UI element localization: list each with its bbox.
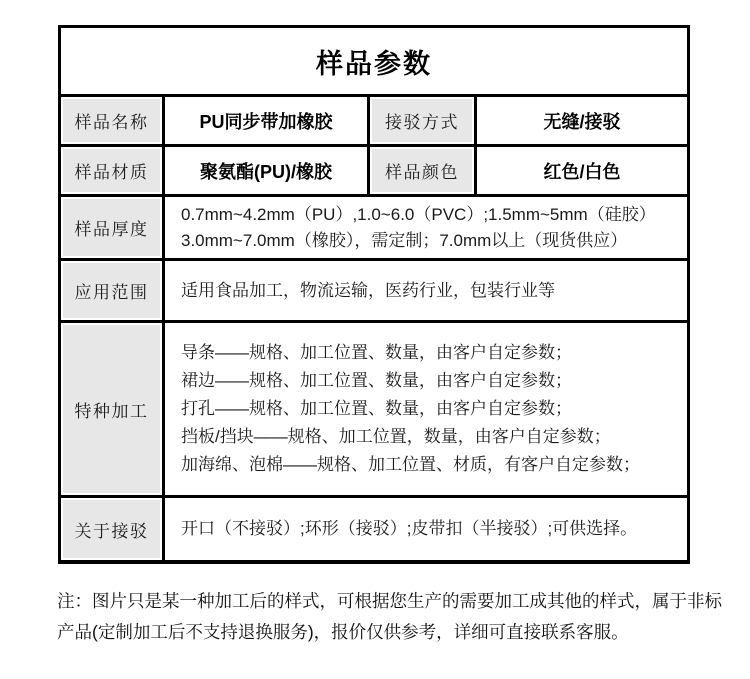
content-sample-thickness xyxy=(162,197,687,258)
table-title: 样品参数 xyxy=(316,48,432,79)
cell-label-joint-method xyxy=(367,97,474,144)
special-processing-line-3: 打孔——规格、加工位置、数量，由客户自定参数； xyxy=(181,399,572,418)
label-bg xyxy=(63,99,160,142)
label-about-joint: 关于接驳 xyxy=(74,521,149,541)
cell-label-sample-color xyxy=(367,147,474,194)
value-sample-name: PU同步带加橡胶 xyxy=(162,97,367,144)
row-application-scope xyxy=(61,258,687,320)
table-title-row xyxy=(61,28,687,94)
label-bg xyxy=(63,149,160,192)
thickness-line-2: 3.0mm~7.0mm（橡胶），需定制；7.0mm以上（现货供应） xyxy=(181,230,628,250)
special-processing-line-2: 裙边——规格、加工位置、数量，由客户自定参数； xyxy=(181,371,572,390)
about-joint-line: 开口（不接驳）;环形（接驳）;皮带扣（半接驳）;可供选择。 xyxy=(181,519,638,538)
footnote xyxy=(57,586,722,648)
label-bg xyxy=(63,263,160,318)
special-processing-line-5: 加海绵、泡棉——规格、加工位置、材质，有客户自定参数； xyxy=(181,455,640,474)
label-joint-method: 接驳方式 xyxy=(385,113,459,132)
label-bg xyxy=(372,99,472,142)
cell-label-about-joint xyxy=(61,498,162,560)
label-bg xyxy=(63,325,160,493)
special-processing-line-1: 导条——规格、加工位置、数量，由客户自定参数； xyxy=(181,343,572,362)
cell-label-sample-material xyxy=(61,147,162,194)
value-joint-method: 无缝/接驳 xyxy=(474,97,687,144)
label-special-processing: 特种加工 xyxy=(74,401,149,421)
label-bg xyxy=(63,500,160,558)
footnote-line-2: 产品(定制加工后不支持退换服务)，报价仅供参考，详细可直接联系客服。 xyxy=(57,622,629,642)
label-application-scope: 应用范围 xyxy=(74,283,149,302)
footnote-line-1: 注：图片只是某一种加工后的样式，可根据您生产的需要加工成其他的样式，属于非标 xyxy=(57,591,722,611)
content-about-joint xyxy=(162,498,687,560)
cell-label-special-processing xyxy=(61,323,162,495)
cell-label-application-scope xyxy=(61,261,162,320)
label-sample-color: 样品颜色 xyxy=(385,163,459,182)
special-processing-line-4: 挡板/挡块——规格、加工位置，数量，由客户自定参数； xyxy=(181,427,611,446)
content-application-scope xyxy=(162,261,687,320)
label-sample-name: 样品名称 xyxy=(74,113,149,132)
label-sample-material: 样品材质 xyxy=(74,163,149,182)
content-special-processing xyxy=(162,323,687,495)
label-bg xyxy=(63,199,160,256)
row-about-joint xyxy=(61,495,687,560)
row-special-processing xyxy=(61,320,687,495)
row-sample-name xyxy=(61,94,687,144)
label-sample-thickness: 样品厚度 xyxy=(74,220,149,239)
row-sample-thickness xyxy=(61,194,687,258)
row-sample-material xyxy=(61,144,687,194)
spec-table xyxy=(58,25,690,564)
cell-label-sample-name xyxy=(61,97,162,144)
label-bg xyxy=(372,149,472,192)
value-sample-material: 聚氨酯(PU)/橡胶 xyxy=(162,147,367,194)
value-sample-color: 红色/白色 xyxy=(474,147,687,194)
thickness-line-1: 0.7mm~4.2mm（PU）,1.0~6.0（PVC）;1.5mm~5mm（硅胶） xyxy=(181,204,656,224)
application-scope-line: 适用食品加工，物流运输，医药行业，包装行业等 xyxy=(181,280,555,300)
cell-label-sample-thickness xyxy=(61,197,162,258)
